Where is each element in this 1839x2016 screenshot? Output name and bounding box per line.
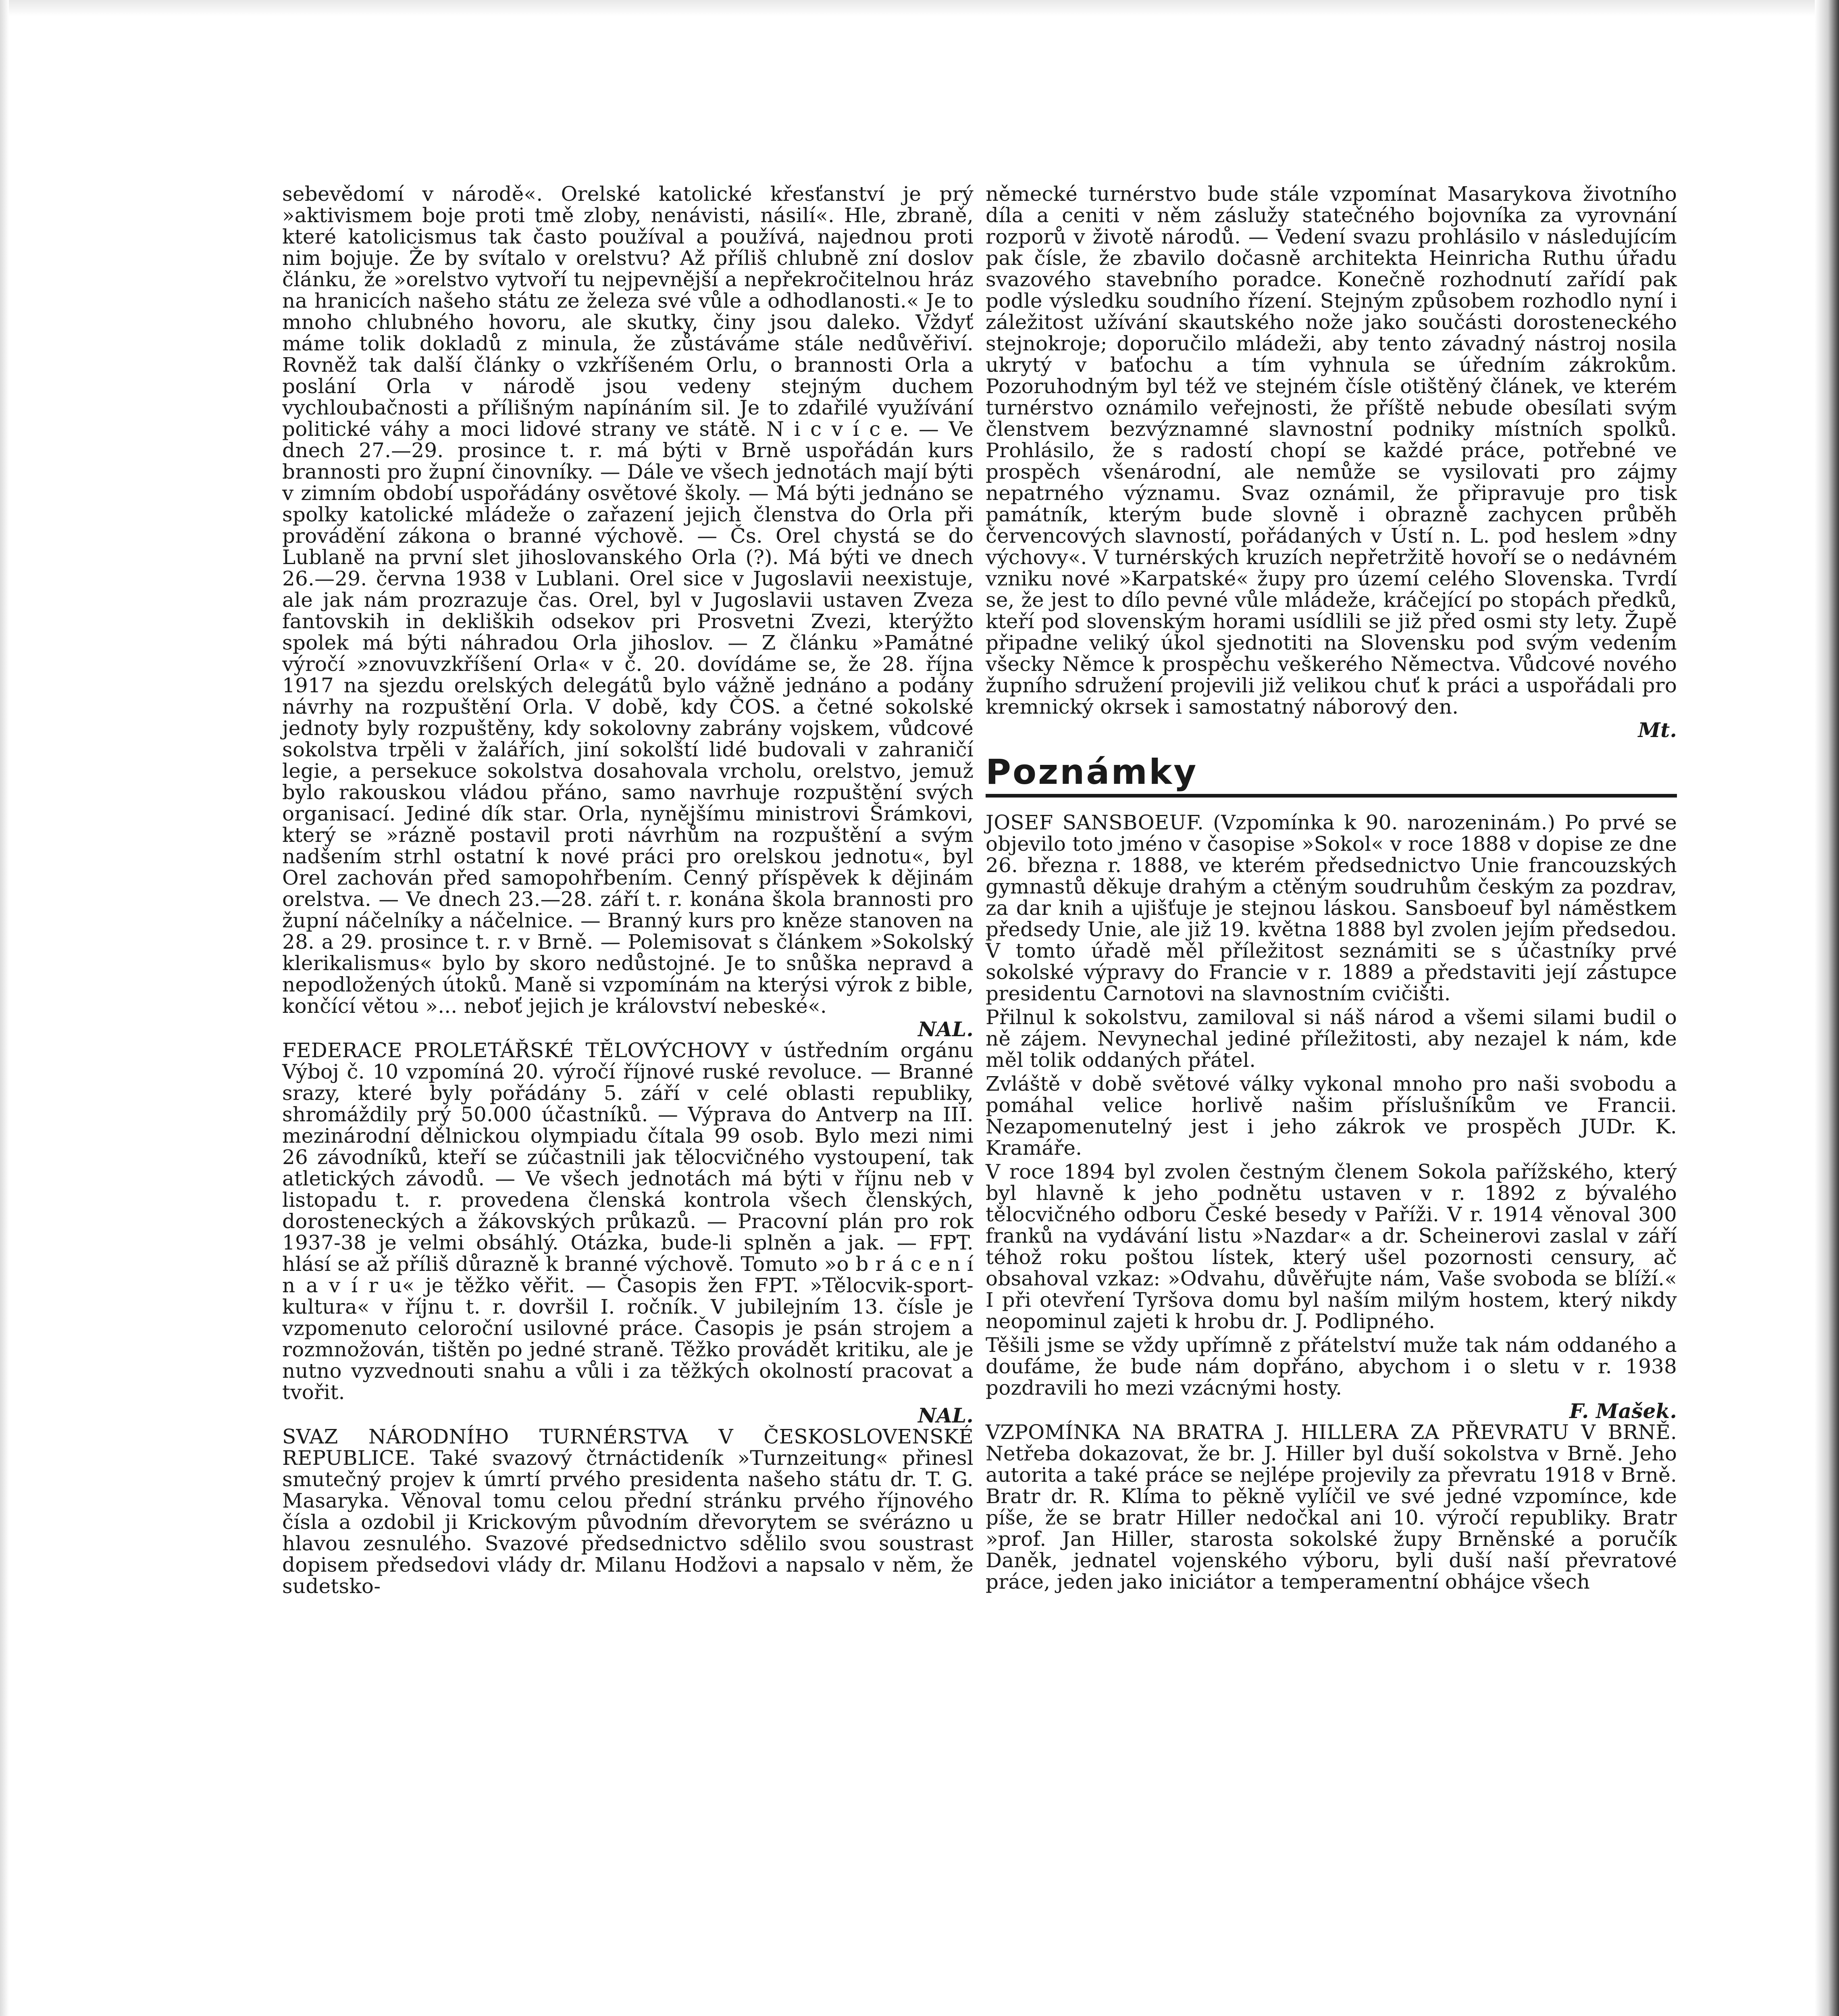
note-paragraph-2: Přilnul k sokolstvu, zamiloval si náš národ a všemi silami budil o ně zájem. Nevynechal jediné příležitosti, aby nezajel k nám, kde měl tolik oddaných přátel. — [986, 1006, 1677, 1072]
signature-nal-2: NAL. — [918, 1404, 974, 1427]
scan-edge-right — [1815, 0, 1839, 2016]
signature-mt: Mt. — [1638, 718, 1677, 742]
left-paragraph-3: SVAZ NÁRODNÍHO TURNÉRSTVA V ČESKOSLOVENSKÉ REPUBLICE. Také svazový čtrnáctideník »Turnzeitung« přinesl smutečný projev k úmrtí prvého presidenta našeho státu dr. T. G. Masaryka. Věnoval tomu celou přední stránku prvého říjnového čísla a ozdobil ji Krickovým původním dřevorytem se svérázno u hlavou zesnulého. Svazové předsednictvo sdělilo svou soustrast dopisem předsedovi vlády dr. Milanu Hodžovi a napsalo v něm, že sudetsko- — [282, 1425, 974, 1598]
right-column — [986, 183, 1677, 1595]
right-paragraph-1: německé turnérstvo bude stále vzpomínat Masarykova životního díla a ceniti v něm záslužy statečného bojovníka za vyrovnání rozporů v životě národů. — Vedení svazu prohlásilo v následujícím pak čísle, že zbavilo dočasně architekta Heinricha Ruthu úřadu svazového stavebního poradce. Konečně rozhodnutí zařídí pak podle výsledku soudního řízení. Stejným způsobem rozhodlo nyní i záležitost užívání skautského nože jako součásti dorosteneckého stejnokroje; doporučilo mládeži, aby tento závadný nástroj nosila ukrytý v baťochu a tím vyhnula se úředním zákrokům. Pozoruhodným byl též ve stejném čísle otištěný článek, ve kterém turnérstvo oznámilo veřejnosti, že příště nebude obesílati svým členstvem bezvýznamné slavnostní podniky místních spolků. Prohlásilo, že s radostí chopí se každé práce, potřebné ve prospěch všenárodní, ale nemůže se vysilovati pro zájmy nepatrného významu. Svaz oznámil, že připravuje pro tisk památník, kterým bude slovně i obrazně zachycen průběh červencových slavností, pořádaných v Ústí n. L. pod heslem »dny výchovy«. V turnérských kruzích nepřetržitě hovoří se o nedávném vzniku nové »Karpatské« župy pro území celého Slovenska. Tvrdí se, že jest to dílo pevné vůle mládeže, kráčející po stopách předků, kteří pod slovenským horami usídlili se již před osmi sty lety. Župě připadne veliký úkol sjednotiti na Slovensku pod svým vedením všecky Němce k prospěchu veškerého Němectva. Vůdcové nového župního sdružení projevili již velikou chuť k práci a uspořádali pro kremnický okrsek i samostatný náborový den. — [986, 182, 1677, 719]
note-paragraph-5: Těšili jsme se vždy upřímně z přátelství muže tak nám oddaného a doufáme, že bude nám dopřáno, abychom i o sletu v r. 1938 pozdravili ho mezi vzácnými hosty. — [986, 1333, 1677, 1400]
left-column — [282, 183, 974, 1599]
note-paragraph-6: VZPOMÍNKA NA BRATRA J. HILLERA ZA PŘEVRATU V BRNĚ. Netřeba dokazovat, že br. J. Hiller byl duší sokolstva v Brně. Jeho autorita a také práce se nejlépe projevily za převratu 1918 v Brně. Bratr dr. R. Klíma to pěkně vylíčil ve své jedné vzpomínce, kde píše, že se bratr Hiller nedočkal ani 10. výročí republiky. Bratr »prof. Jan Hiller, starosta sokolské župy Brněnské a poručík Daněk, jednatel vojenského výboru, byli duší naší převratové práce, jeden jako iniciátor a temperamentní obhájce všech — [986, 1420, 1677, 1593]
scan-edge-top — [0, 0, 1839, 16]
note-paragraph-4: V roce 1894 byl zvolen čestným členem Sokola pařížského, který byl hlavně k jeho podnětu ustaven v r. 1892 z bývalého tělocvičného odboru České besedy v Paříži. V r. 1914 věnoval 300 franků na vydávání listu »Nazdar« a dr. Scheinerovi zaslal v září téhož roku poštou lístek, který ušel pozornosti censury, ač obsahoval vzkaz: »Odvahu, důvěřujte nám, Vaše svoboda se blíží.« I při otevření Tyršova domu byl naším milým hostem, který nikdy neopominul zajeti k hrobu dr. J. Podlipného. — [986, 1160, 1677, 1333]
left-paragraph-2: FEDERACE PROLETÁŘSKÉ TĚLOVÝCHOVY v ústředním orgánu Výboj č. 10 vzpomíná 20. výročí říjnové ruské revoluce. — Branné srazy, které byly pořádány 5. září v celé oblasti republiky, shromáždily prý 50.000 účastníků. — Výprava do Antverp na III. mezinárodní dělnickou olympiadu čítala 99 osob. Bylo mezi nimi 26 závodníků, kteří se zúčastnili jak tělocvičného vystoupení, tak atletických závodů. — Ve všech jednotách má býti v říjnu neb v listopadu t. r. provedena členská kontrola všech členských, dorosteneckých a žákovských průkazů. — Pracovní plán pro rok 1937-38 je velmi obsáhlý. Otázka, bude-li splněn a jak. — FPT. hlásí se až příliš důrazně k branné výchově. Tomuto »o b r á c e n í n a v í r u« je těžko věřit. — Časopis žen FPT. »Tělocvik-sport-kultura« v říjnu t. r. dovršil I. ročník. V jubilejním 13. čísle je vzpomenuto celoroční usilovné práce. Časopis je psán strojem a rozmnožován, tištěn po jedné straně. Těžko provádět kritiku, ale je nutno vyzvednouti snahu a vůli i za těžkých okolností pracovat a tvořit. — [282, 1039, 974, 1404]
signature-nal-1: NAL. — [918, 1017, 974, 1041]
scan-edge-left — [0, 0, 9, 2016]
left-paragraph-1: sebevědomí v národě«. Orelské katolické křesťanství je prý »aktivismem boje proti tmě zloby, nenávisti, násilí«. Hle, zbraně, které katolicismus tak často používal a používá, najednou proti nim bojuje. Že by svítalo v orelstvu? Až příliš chlubně zní doslov článku, že »orelstvo vytvoří tu nejpevnější a nepřekročitelnou hráz na hranicích našeho státu ze železa své vůle a odhodlanosti.« Je to mnoho chlubného hovoru, ale skutky, činy jsou daleko. Vždyť máme tolik dokladů z minula, že zůstáváme stále nedůvěřiví. Rovněž tak další články o vzkříšeném Orlu, o brannosti Orla a poslání Orla v národě jsou vedeny stejným duchem vychloubačnosti a přílišným napínáním sil. Je to zdařilé využívání politické váhy a moci lidové strany ve státě. N i c v í c e. — Ve dnech 27.—29. prosince t. r. má býti v Brně uspořádán kurs brannosti pro župní činovníky. — Dále ve všech jednotách mají býti v zimním období uspořádány osvětové školy. — Má býti jednáno se spolky katolické mládeže o zařazení jejich členstva do Orla při provádění zákona o branné výchově. — Čs. Orel chystá se do Lublaně na první slet jihoslovanského Orla (?). Má býti ve dnech 26.—29. června 1938 v Lublani. Orel sice v Jugoslavii neexistuje, ale jak nám prozrazuje čas. Orel, byl v Jugoslavii ustaven Zveza fantovskih in dekliških odsekov pri Prosvetni Zvezi, kterýžto spolek má býti náhradou Orla jihoslov. — Z článku »Památné výročí »znovuvzkříšení Orla« v č. 20. dovídáme se, že 28. října 1917 na sjezdu orelských delegátů bylo vážně jednáno a podány návrhy na rozpuštění Orla. V době, kdy ČOS. a četné sokolské jednoty byly rozpuštěny, kdy sokolovny zabrány vojskem, vůdcové sokolstva trpěli v žalářích, jiní sokolští lidé budovali v zahraničí legie, a persekuce sokolstva dosahovala vrcholu, orelstvo, jemuž bylo rakouskou vládou přáno, samo navrhuje rozpuštění svých organisací. Jediné dík star. Orla, nynějšímu ministrovi Šrámkovi, který se »rázně postavil proti návrhům na rozpuštění a svým nadšením strhl ostatní k nové práci pro orelskou jednotu«, byl Orel zachován před samopohřbením. Cenný příspěvek k dějinám orelstva. — Ve dnech 23.—28. září t. r. konána škola brannosti pro župní náčelníky a náčelnice. — Branný kurs pro kněze stanoven na 28. a 29. prosince t. r. v Brně. — Polemisovat s článkem »Sokolský klerikalismus« bylo by skoro nedůstojné. Je to snůška nepravd a nepodložených útoků. Maně si vzpomínám na kterýsi výrok z bible, končící větou »... neboť jejich je království nebeské«. — [282, 182, 974, 1018]
signature-masek: F. Mašek. — [1569, 1399, 1677, 1423]
heading-rule — [986, 794, 1677, 798]
note-paragraph-1: JOSEF SANSBOEUF. (Vzpomínka k 90. narozeninám.) Po prvé se objevilo toto jméno v časopise »Sokol« v roce 1888 v dopise ze dne 26. března r. 1888, ve kterém předsednictvo Unie francouzských gymnastů děkuje drahým a ctěným soudruhům českým za pozdrav, za dar knih a ujišťuje je stejnou láskou. Sansboeuf byl náměstkem předsedy Unie, ale již 19. května 1888 byl zvolen jejím předsedou. V tomto úřadě měl příležitost seznámiti se s účastníky prvé sokolské výpravy do Francie v r. 1889 a představiti její zástupce presidentu Carnotovi na slavnostním cvičišti. — [986, 811, 1677, 1005]
note-paragraph-3: Zvláště v době světové války vykonal mnoho pro naši svobodu a pomáhal velice horlivě našim příslušníkům ve Francii. Nezapomenutelný jest i jeho zákrok ve prospěch JUDr. K. Kramáře. — [986, 1072, 1677, 1160]
section-heading: Poznámky — [986, 752, 1198, 792]
